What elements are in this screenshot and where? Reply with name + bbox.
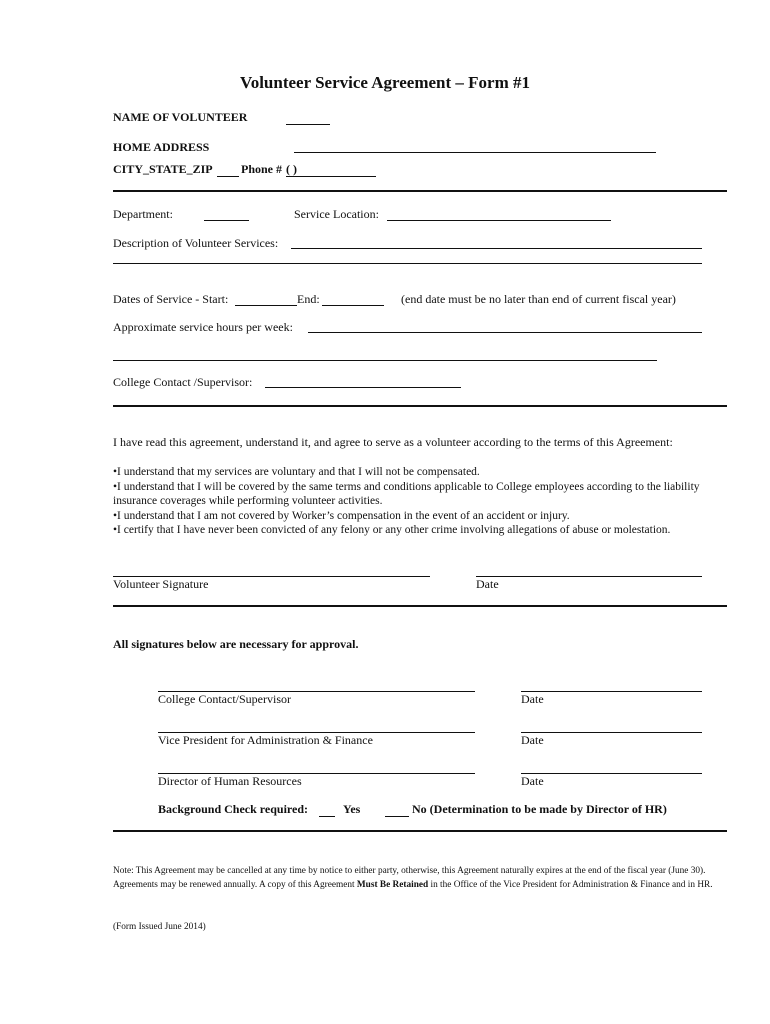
college-contact-label: College Contact/Supervisor: [158, 692, 291, 706]
background-check-yes-label: Yes: [343, 802, 361, 816]
phone-area-code: ( ): [286, 162, 297, 176]
dates-of-service-label: Dates of Service - Start:: [113, 292, 229, 306]
hr-director-label: Director of Human Resources: [158, 774, 302, 788]
service-hours-field[interactable]: [308, 332, 702, 333]
approvals-heading: All signatures below are necessary for approval.: [113, 637, 359, 651]
home-address-label: HOME ADDRESS: [113, 140, 210, 154]
service-location-label: Service Location:: [294, 207, 379, 221]
description-field[interactable]: [291, 248, 702, 249]
service-hours-label: Approximate service hours per week:: [113, 320, 293, 334]
agreement-bullet: •I understand that my services are voluntary and that I will not be compensated.: [113, 466, 480, 478]
city-state-zip-label: CITY_STATE_ZIP: [113, 162, 213, 176]
form-issued-date: (Form Issued June 2014): [113, 922, 206, 932]
end-date-field[interactable]: [322, 305, 384, 306]
background-check-no-label: No (Determination to be made by Director of HR): [412, 802, 667, 816]
department-label: Department:: [113, 207, 173, 221]
hr-director-date-label: Date: [521, 774, 544, 788]
vp-date-label: Date: [521, 733, 544, 747]
department-field[interactable]: [204, 220, 249, 221]
end-date-label: End:: [297, 292, 320, 306]
page-title: Volunteer Service Agreement – Form #1: [239, 73, 531, 92]
name-of-volunteer-label: NAME OF VOLUNTEER: [113, 110, 248, 124]
description-field-line-2[interactable]: [113, 263, 702, 264]
section-divider: [113, 605, 727, 607]
agreement-bullet: •I understand that I am not covered by Worker’s compensation in the event of an accident or injury.: [113, 509, 570, 522]
supervisor-label: College Contact /Supervisor:: [113, 375, 253, 389]
section-divider: [113, 405, 727, 407]
footer-note-text: Note: This Agreement may be cancelled at any time by notice to either party, otherwise, this Agreement naturally expires at the end of the fiscal year (June 30). Agreements may be renewed annually. A copy of this Agreement: [113, 866, 706, 890]
vp-date-field[interactable]: [521, 732, 702, 733]
college-contact-date-field[interactable]: [521, 691, 702, 692]
section-divider: [113, 830, 727, 832]
background-check-label: Background Check required:: [158, 802, 309, 816]
volunteer-date-field[interactable]: [476, 576, 702, 577]
footer-note: [113, 864, 723, 892]
name-of-volunteer-field[interactable]: [286, 124, 330, 125]
agreement-terms: [113, 465, 723, 538]
home-address-field[interactable]: [294, 152, 656, 153]
city-state-zip-field[interactable]: [217, 176, 239, 177]
volunteer-date-label: Date: [476, 577, 499, 591]
phone-label: Phone #: [241, 162, 283, 176]
service-location-field[interactable]: [387, 220, 611, 221]
agreement-bullet: •I certify that I have never been convicted of any felony or any other crime involving allegations of abuse or molestation.: [113, 524, 671, 536]
service-hours-field-line-2[interactable]: [113, 360, 657, 361]
agreement-intro: I have read this agreement, understand it, and agree to serve as a volunteer according to the terms of this Agreement:: [113, 435, 673, 449]
footer-note-emphasis: Must Be Retained: [356, 880, 429, 890]
end-date-note: (end date must be no later than end of current fiscal year): [401, 292, 676, 306]
volunteer-signature-label: Volunteer Signature: [113, 577, 209, 591]
start-date-field[interactable]: [235, 305, 297, 306]
description-label: Description of Volunteer Services:: [113, 236, 279, 250]
college-contact-date-label: Date: [521, 692, 544, 706]
phone-field[interactable]: [286, 176, 376, 177]
hr-director-date-field[interactable]: [521, 773, 702, 774]
background-check-no-field[interactable]: [385, 816, 409, 817]
supervisor-field[interactable]: [265, 387, 461, 388]
vp-label: Vice President for Administration & Finance: [158, 733, 373, 747]
footer-note-text-end: in the Office of the Vice President for Administration & Finance and in HR.: [428, 880, 713, 890]
agreement-bullet: •I understand that I will be covered by the same terms and conditions applicable to College employees according to the liability insurance coverages while performing volunteer activities.: [113, 480, 700, 507]
background-check-yes-field[interactable]: [319, 816, 335, 817]
section-divider: [113, 190, 727, 192]
